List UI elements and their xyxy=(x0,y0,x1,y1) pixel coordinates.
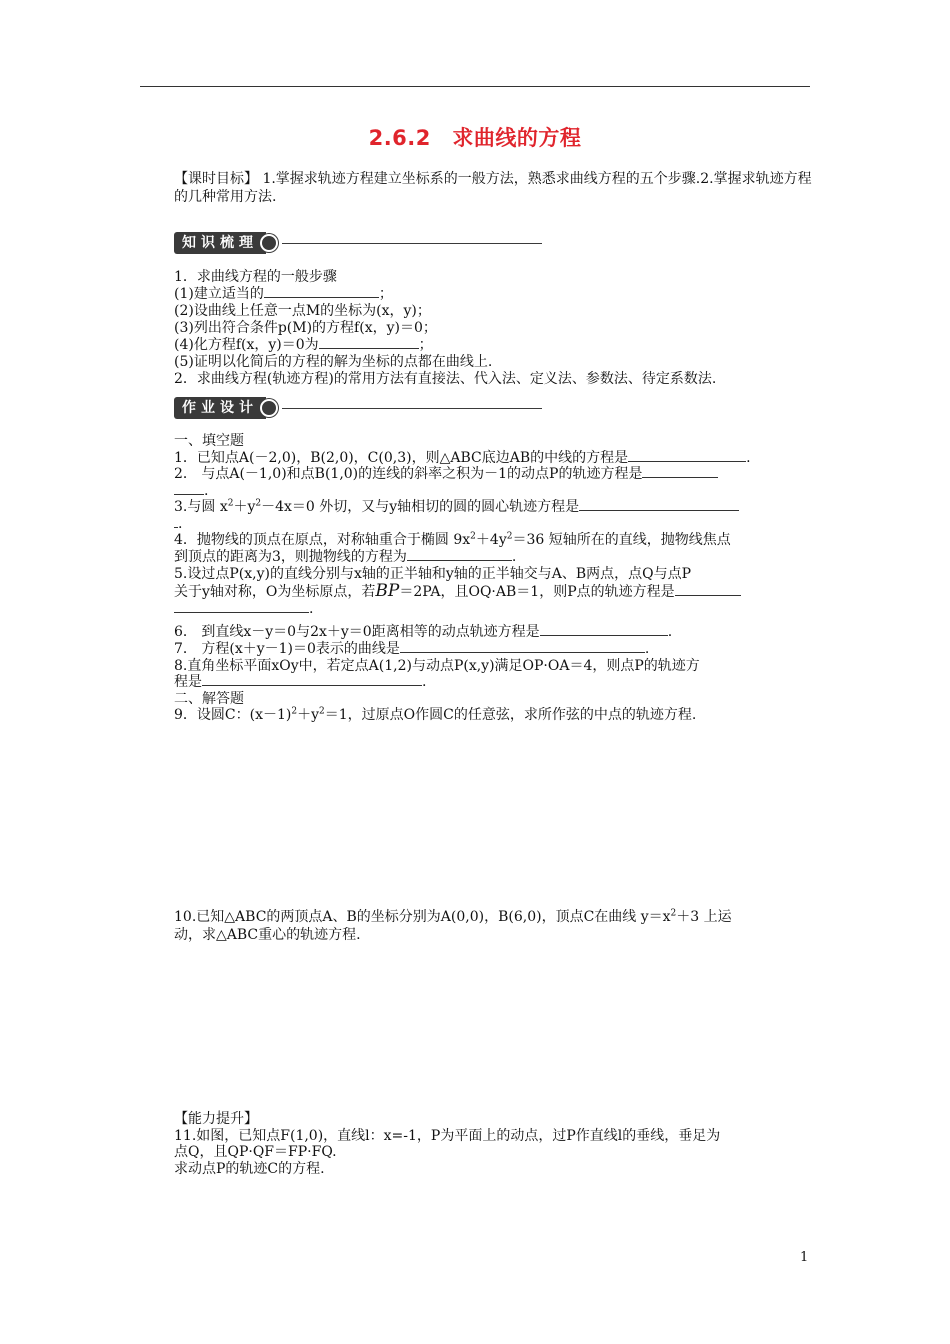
question-10: 10.已知△ABC的两顶点A、B的坐标分别为A(0,0)，B(6,0)，顶点C在曲线 $y=x^2+3$ 上运 xyxy=(174,908,732,925)
objective-label: 【课时目标】 xyxy=(174,171,258,187)
question-2-cont: . xyxy=(174,482,208,500)
answer-blank[interactable] xyxy=(579,498,739,511)
question-11-cont: 点Q，且QP·QF＝FP·FQ. xyxy=(174,1144,337,1160)
question-4: 4．抛物线的顶点在原点，对称轴重合于椭圆 $9x^2+4y^2=36$ 短轴所在的直线，抛物线焦点 xyxy=(174,531,731,548)
answer-heading: 二、解答题 xyxy=(174,691,244,707)
question-11-cont2: 求动点P的轨迹C的方程. xyxy=(174,1161,325,1177)
question-9: 9．设圆C：$(x-1)^2+y^2=1$，过原点O作圆C的任意弦，求所作弦的中点的轨迹方程. xyxy=(174,706,697,723)
knowledge-line: (3)列出符合条件p(M)的方程f(x，y)＝0； xyxy=(174,320,437,336)
answer-blank[interactable] xyxy=(540,623,668,636)
knowledge-line: 1．求曲线方程的一般步骤 xyxy=(174,269,337,285)
answer-blank[interactable] xyxy=(642,465,718,478)
question-3-cont: . xyxy=(174,515,182,533)
bullet-dot-icon xyxy=(260,399,278,417)
knowledge-line: (5)证明以化简后的方程的解为坐标的点都在曲线上. xyxy=(174,354,493,370)
question-8-cont: 程是 . xyxy=(174,674,427,690)
section-header-knowledge xyxy=(174,232,542,254)
question-10-cont: 动，求△ABC重心的轨迹方程. xyxy=(174,927,361,943)
question-4-cont: 到顶点的距离为3，则抛物线的方程为 . xyxy=(174,549,517,565)
question-5: 5.设过点P(x,y)的直线分别与x轴的正半轴和y轴的正半轴交与A、B两点，点Q与点P xyxy=(174,566,692,582)
question-8: 8.直角坐标平面xOy中，若定点A(1,2)与动点P(x,y)满足OP·OA＝4，则点P的轨迹方 xyxy=(174,658,700,674)
objective-text: 1.掌握求轨迹方程建立坐标系的一般方法，熟悉求曲线方程的五个步骤.2.掌握求轨迹方程的几种常用方法. xyxy=(174,171,812,205)
answer-blank[interactable] xyxy=(675,583,741,596)
question-6: 6． 到直线x－y＝0与2x＋y＝0距离相等的动点轨迹方程是 . xyxy=(174,624,673,640)
knowledge-line: (4)化方程f(x，y)＝0为 ； xyxy=(174,337,433,353)
question-2: 2． 与点A(－1,0)和点B(1,0)的连线的斜率之积为－1的动点P的轨迹方程是 xyxy=(174,465,718,483)
section-rule xyxy=(282,408,542,409)
question-7: 7． 方程(x＋y－1)＝0表示的曲线是 . xyxy=(174,641,650,657)
question-11: 11.如图，已知点F(1,0)，直线l：x=-1，P为平面上的动点，过P作直线l的垂线，垂足为 xyxy=(174,1128,721,1144)
knowledge-line: (2)设曲线上任意一点M的坐标为(x，y)； xyxy=(174,303,431,319)
question-3: 3.与圆 $x^2+y^2-4x=0$ 外切，又与y轴相切的圆的圆心轨迹方程是 xyxy=(174,498,739,516)
vector-bp: BP xyxy=(375,581,400,601)
lesson-objective xyxy=(174,170,814,206)
answer-blank[interactable] xyxy=(174,600,309,613)
bullet-dot-icon xyxy=(260,234,278,252)
page-number: 1 xyxy=(800,1250,809,1265)
answer-blank[interactable] xyxy=(400,640,645,653)
answer-blank[interactable] xyxy=(628,449,746,462)
answer-blank[interactable] xyxy=(174,482,204,495)
question-5-cont: 关于y轴对称，O为坐标原点，若BP＝2PA，且OQ·AB＝1，则P点的轨迹方程是 xyxy=(174,582,741,601)
question-5-cont2: . xyxy=(174,600,313,618)
knowledge-line: (1)建立适当的 ； xyxy=(174,286,393,302)
fill-in-heading: 一、填空题 xyxy=(174,433,244,449)
section-rule xyxy=(282,243,542,244)
answer-blank[interactable] xyxy=(319,336,419,349)
question-1: 1．已知点A(－2,0)，B(2,0)，C(0,3)，则△ABC底边AB的中线的方程是 . xyxy=(174,450,751,466)
section-header-homework xyxy=(174,397,542,419)
knowledge-line: 2．求曲线方程(轨迹方程)的常用方法有直接法、代入法、定义法、参数法、待定系数法. xyxy=(174,371,717,387)
section-label-homework: 作业设计 xyxy=(174,397,266,419)
answer-blank[interactable] xyxy=(264,285,379,298)
page-title: 2.6.2 求曲线的方程 xyxy=(368,126,582,150)
header-rule xyxy=(140,86,810,87)
answer-blank[interactable] xyxy=(202,673,422,686)
advanced-heading: 【能力提升】 xyxy=(174,1111,258,1127)
answer-blank[interactable] xyxy=(407,548,512,561)
section-label-knowledge: 知识梳理 xyxy=(174,232,266,254)
